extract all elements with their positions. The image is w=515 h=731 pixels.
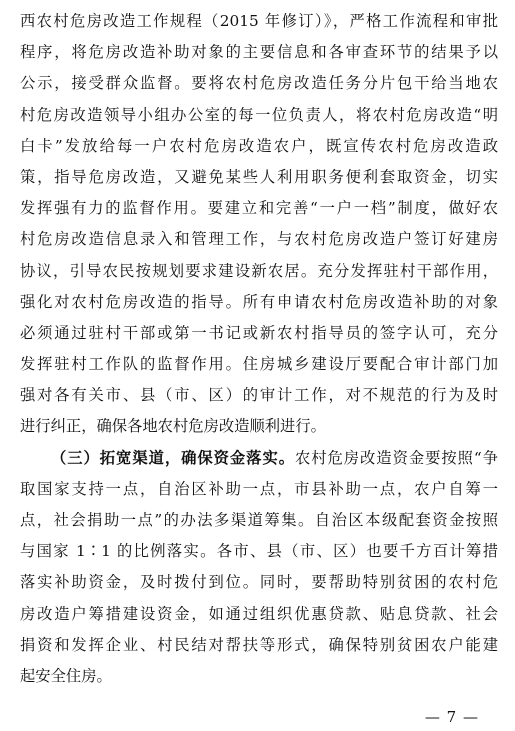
text-line: 房改造户筹措建设资金，如通过组织优惠贷款、贴息贷款、社会 [20, 604, 498, 623]
text-line: 捐资和发挥企业、村民结对帮扶等形式，确保特别贫困农户能建 [20, 635, 498, 654]
text-line: 起安全住房。 [20, 666, 112, 685]
text-line: 策，指导危房改造，又避免某些人利用职务便利套取资金，切实 [20, 167, 498, 186]
text-line: 必须通过驻村干部或第一书记或新农村指导员的签字认可，充分 [20, 323, 498, 342]
text-line: 落实补助资金，及时拨付到位。同时，要帮助特别贫困的农村危 [20, 573, 498, 592]
section-heading: （三）拓宽渠道，确保资金落实。 [51, 448, 295, 467]
text-line: 发挥驻村工作队的监督作用。住房城乡建设厅要配合审计部门加 [20, 355, 498, 374]
text-line: 发挥强有力的监督作用。要建立和完善“一户一档”制度，做好农 [20, 199, 498, 218]
text-line: 白卡”发放给每一户农村危房改造农户，既宣传农村危房改造政 [20, 136, 498, 155]
paragraph-first-line [20, 443, 498, 474]
text-fragment: 农村危房改造资金要按照“争 [294, 448, 498, 467]
text-line: 村危房改造领导小组办公室的每一位负责人，将农村危房改造“明 [20, 105, 498, 124]
text-line: 点，社会捐助一点”的办法多渠道筹集。自治区本级配套资金按照 [20, 511, 498, 529]
text-line: 强对各有关市、县（市、区）的审计工作，对不规范的行为及时 [20, 386, 498, 405]
text-line: 公示，接受群众监督。要将农村危房改造任务分片包干给当地农 [20, 74, 498, 93]
body-text [20, 6, 498, 692]
text-line: 村危房改造信息录入和管理工作，与农村危房改造户签订好建房 [20, 230, 498, 249]
text-line: 进行纠正，确保各地农村危房改造顺利进行。 [20, 417, 326, 436]
text-line: 强化对农村危房改造的指导。所有申请农村危房改造补助的对象 [20, 292, 498, 311]
page-number: — 7 — [424, 708, 479, 726]
text-line: 协议，引导农民按规划要求建设新农居。充分发挥驻村干部作用， [20, 261, 498, 280]
text-line: 取国家支持一点，自治区补助一点，市县补助一点，农户自筹一 [20, 479, 498, 498]
text-line: 程序，将危房改造补助对象的主要信息和各审查环节的结果予以 [20, 43, 498, 62]
text-line: 与国家 1∶1 的比例落实。各市、县（市、区）也要千方百计筹措 [20, 542, 498, 561]
text-line: 西农村危房改造工作规程（2015 年修订）》，严格工作流程和审批 [20, 12, 498, 30]
